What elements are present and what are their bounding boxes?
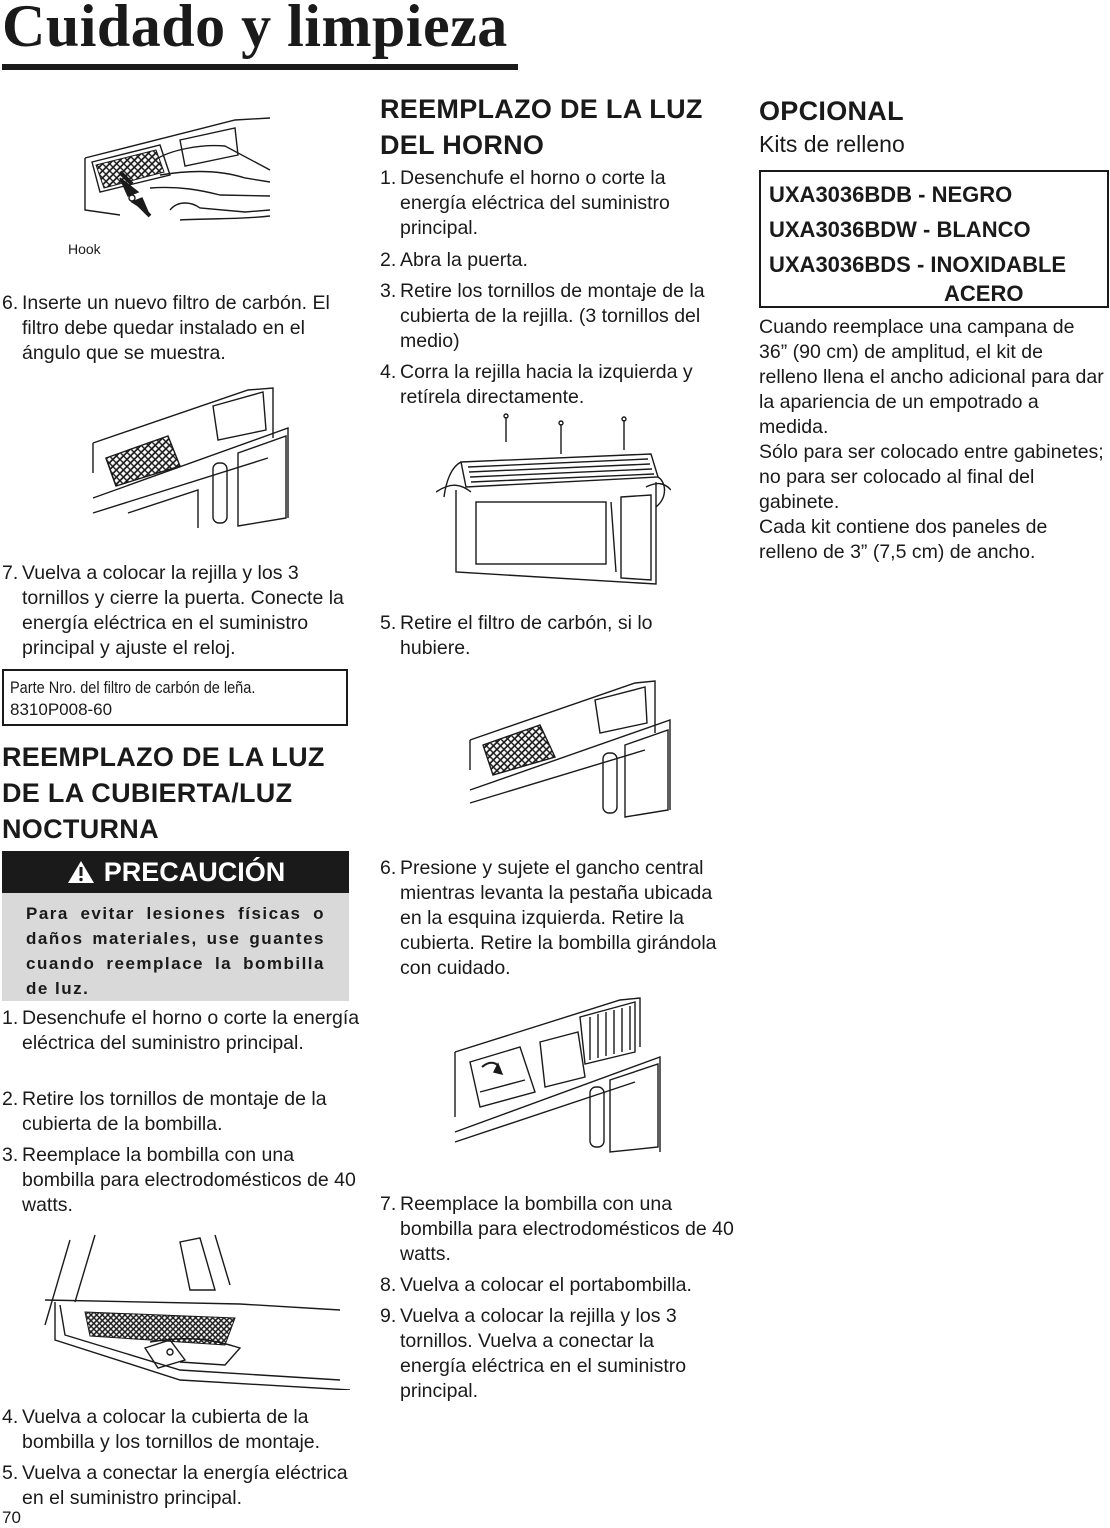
- filler-kit-paragraph: Sólo para ser colocado entre gabinetes; no para ser colocado al final del gabinete.: [759, 441, 1104, 513]
- step-item: 1. Desenchufe el horno o corte la energía eléctrica del suministro principal.: [2, 1007, 360, 1054]
- page-title: Cuidado y limpieza: [2, 0, 508, 59]
- bulb-holder-illustration: [450, 992, 665, 1162]
- step-item: 7. Vuelva a colocar la rejilla y los 3 tornillos y cierre la puerta. Conecte la energía eléctrica en el suministro principal y ajuste el reloj.: [2, 562, 344, 659]
- step-item: 9. Vuelva a colocar la rejilla y los 3 tornillos. Vuelva a conectar la energía eléctrica en el suministro principal.: [380, 1305, 687, 1402]
- grille-removal-illustration: [436, 412, 671, 592]
- step-item: 1. Desenchufe el horno o corte la energía eléctrica del suministro principal.: [380, 167, 670, 239]
- section-heading-cooktop-light: REEMPLAZO DE LA LUZ DE LA CUBIERTA/LUZ NOCTURNA: [2, 742, 325, 844]
- step-item: 5. Retire el filtro de carbón, si lo hubiere.: [380, 612, 653, 659]
- filler-kit-paragraph: Cuando reemplace una campana de 36” (90 cm) de amplitud, el kit de relleno llena el ancho adicional para dar la apariencia de un empotrado a medida.: [759, 316, 1104, 438]
- step-item: 8. Vuelva a colocar el portabombilla.: [380, 1274, 692, 1296]
- warning-icon: [66, 859, 96, 885]
- filler-kit-paragraph: Cada kit contiene dos paneles de relleno de 3” (7,5 cm) de ancho.: [759, 516, 1048, 563]
- step-item: 4. Vuelva a colocar la cubierta de la bombilla y los tornillos de montaje.: [2, 1406, 321, 1453]
- step-item: 2. Abra la puerta.: [380, 249, 528, 271]
- section-heading-oven-light: REEMPLAZO DE LA LUZ DEL HORNO: [380, 94, 703, 160]
- step-item: 4. Corra la rejilla hacia la izquierda y retírela directamente.: [380, 361, 693, 408]
- step-item: 7. Reemplace la bombilla con una bombilla para electrodomésticos de 40 watts.: [380, 1193, 734, 1265]
- step-item: 2. Retire los tornillos de montaje de la cubierta de la bombilla.: [2, 1088, 327, 1135]
- part-label: Parte Nro. del filtro de carbón de leña.: [10, 679, 256, 697]
- part-number: 8310P008-60: [10, 700, 113, 719]
- step-item: 6. Presione y sujete el gancho central mientras levanta la pestaña ubicada en la esquina izquierda. Retire la cubierta. Retire la bombilla girándola con cuidado.: [380, 857, 717, 979]
- hook-label: Hook: [68, 241, 101, 257]
- section-heading-optional: OPCIONAL: [759, 96, 904, 126]
- kit-item: UXA3036BDW - BLANCO: [769, 217, 1031, 242]
- title-rule: [2, 64, 518, 70]
- caution-title: PRECAUCIÓN: [103, 856, 286, 887]
- filter-installed-illustration: [88, 378, 293, 533]
- part-number-box: [2, 669, 348, 726]
- caution-text: Para evitar lesiones físicas o daños materiales, use guantes cuando reemplace la bombilla de luz.: [2, 893, 349, 1001]
- step-item: 6. Inserte un nuevo filtro de carbón. El filtro debe quedar instalado en el ángulo que se muestra.: [2, 292, 330, 364]
- bulb-cover-illustration: [40, 1230, 350, 1390]
- kit-item: UXA3036BDB - NEGRO: [769, 182, 1013, 207]
- step-item: 3. Retire los tornillos de montaje de la cubierta de la rejilla. (3 tornillos del medio): [380, 280, 705, 352]
- kit-item: UXA3036BDS - INOXIDABLE: [769, 252, 1067, 277]
- page-number: 70: [2, 1508, 21, 1527]
- step-item: 5. Vuelva a conectar la energía eléctrica en el suministro principal.: [2, 1462, 348, 1509]
- filler-kit-list: [759, 170, 1109, 308]
- filler-kits-subheading: Kits de relleno: [759, 131, 905, 157]
- step-item: 3. Reemplace la bombilla con una bombilla para electrodomésticos de 40 watts.: [2, 1144, 356, 1216]
- caution-banner: [2, 851, 349, 893]
- kit-item: ACERO: [944, 281, 1024, 306]
- filter-insert-hand-illustration: [60, 100, 280, 260]
- carbon-filter-removal-illustration: [465, 675, 675, 820]
